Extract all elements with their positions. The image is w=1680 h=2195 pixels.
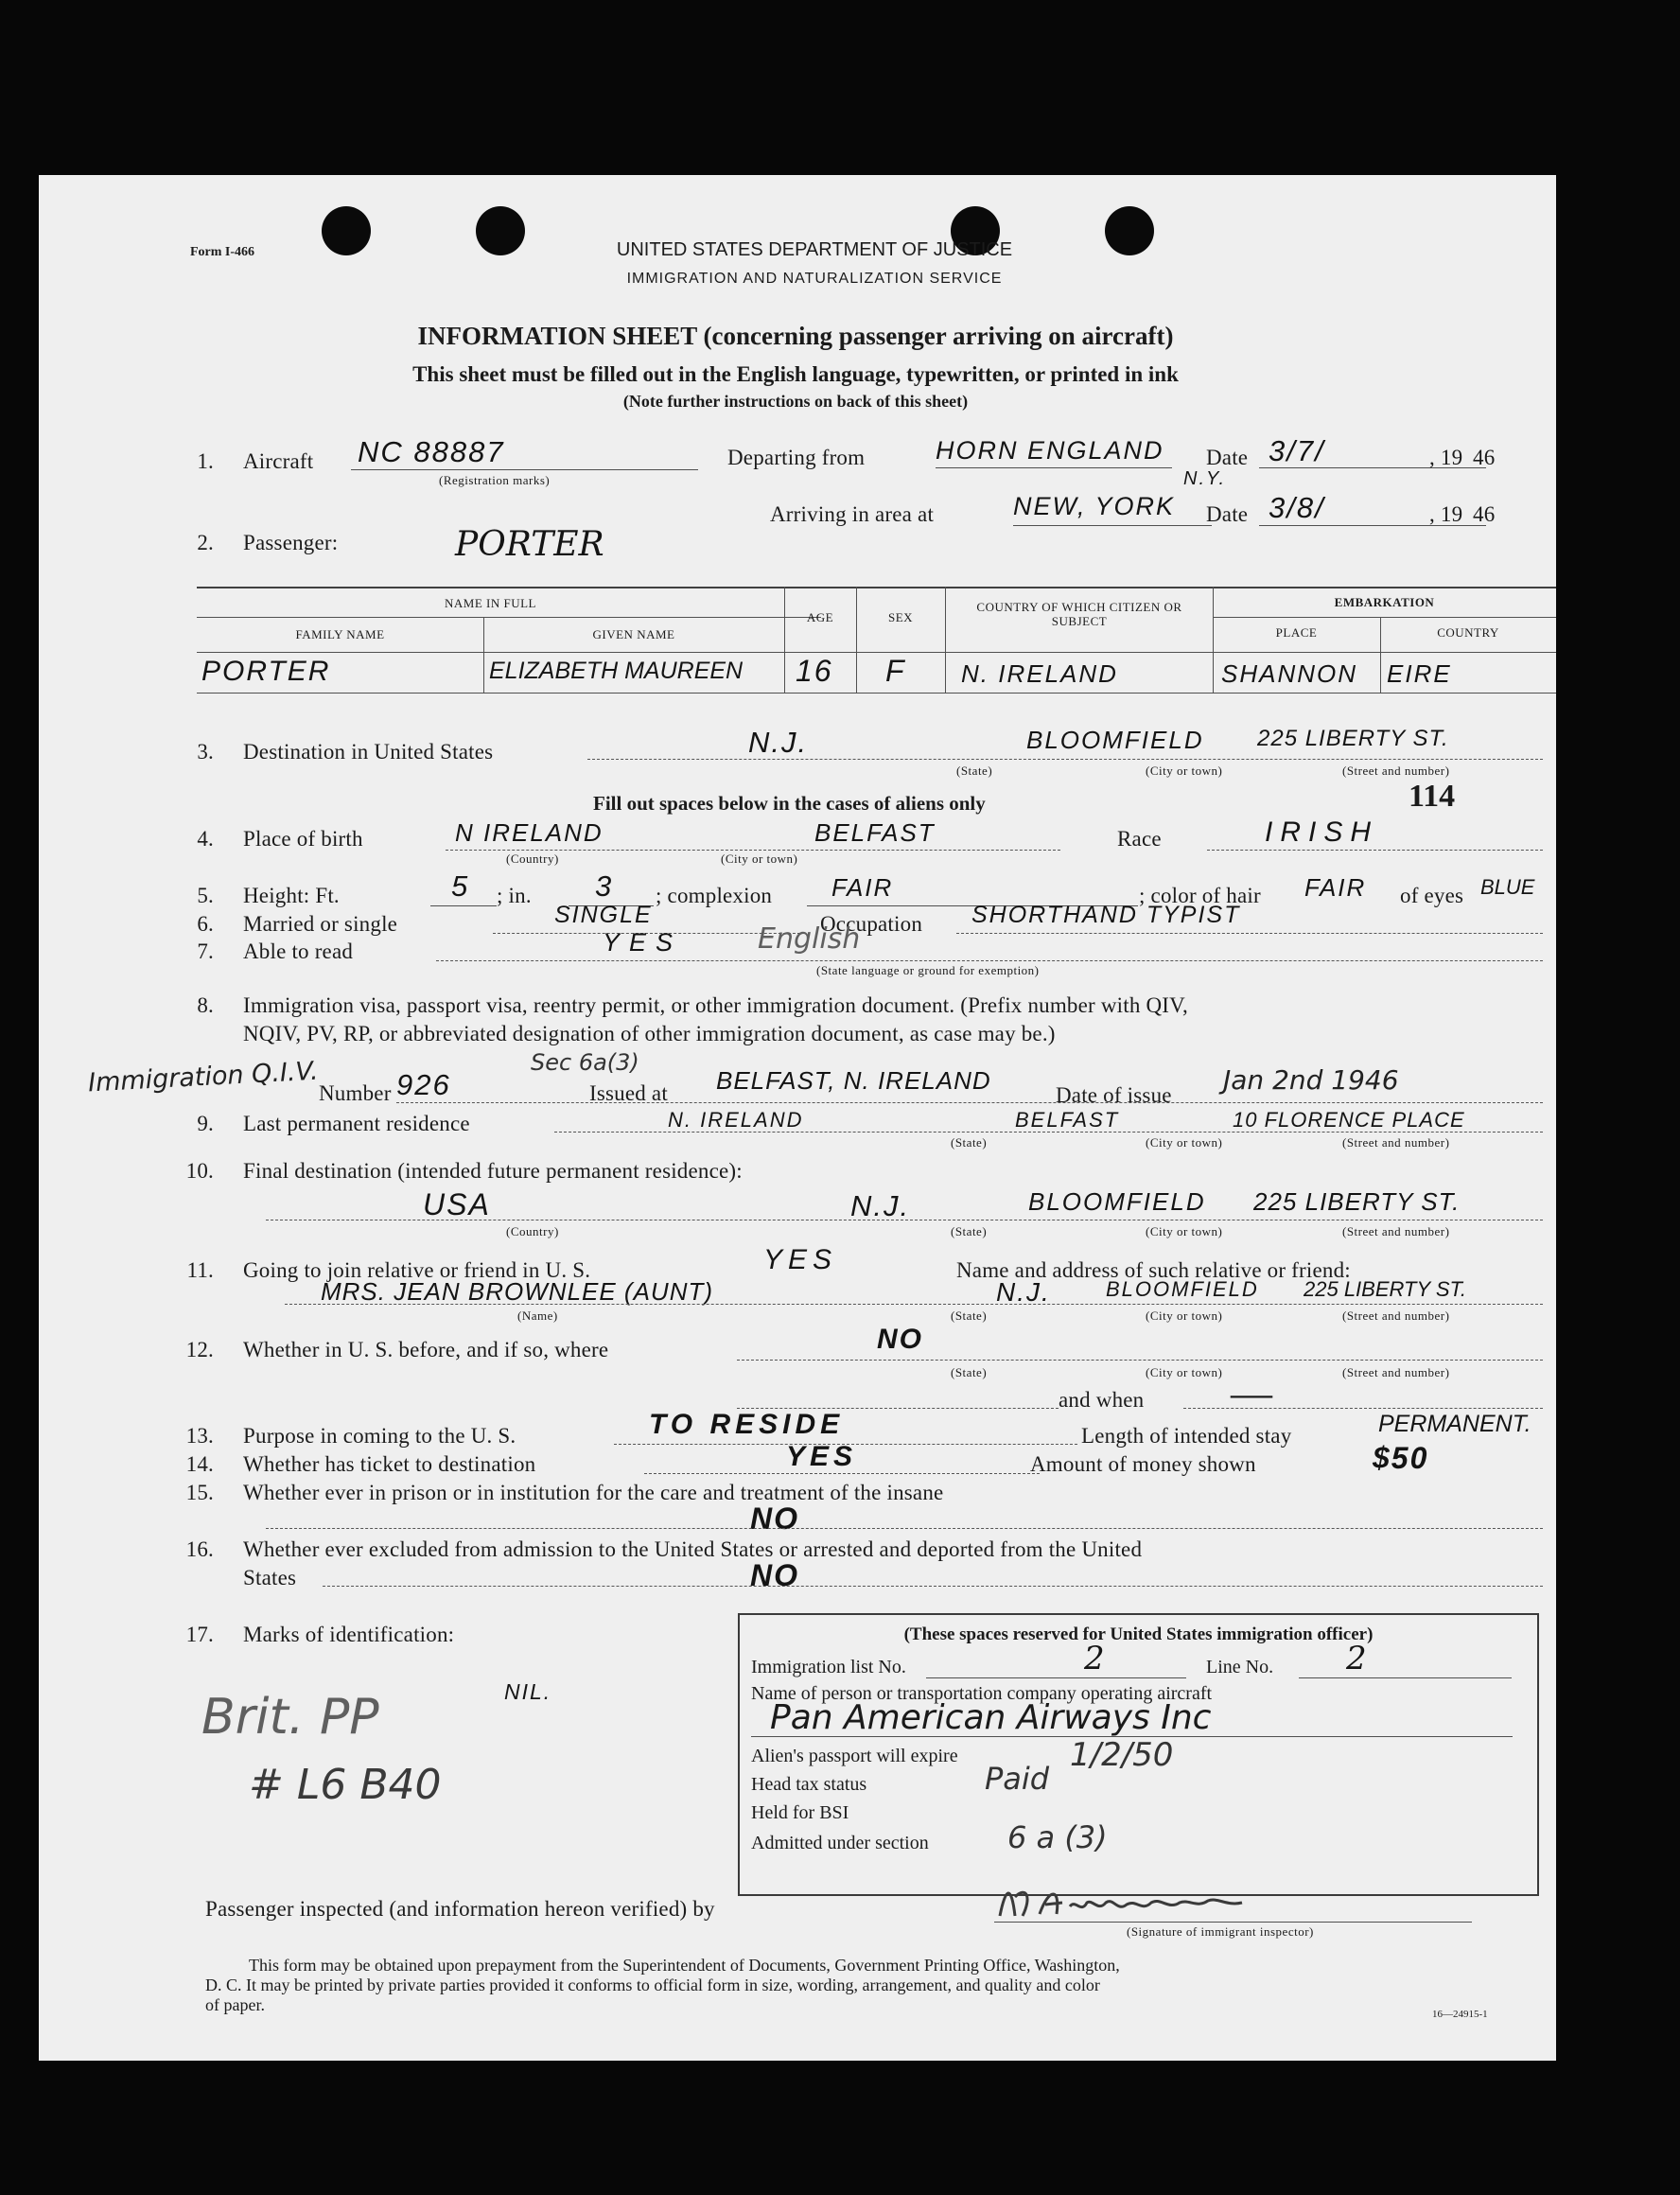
city-caption: (City or town)	[1146, 764, 1223, 778]
final-country: USA	[423, 1187, 491, 1221]
form-id: Form I-466	[190, 245, 255, 259]
item-number: 11.	[186, 1258, 214, 1282]
height-ft-label: Height: Ft.	[243, 884, 340, 907]
item-number: 13.	[185, 1424, 214, 1448]
marks-label: Marks of identification:	[243, 1623, 455, 1646]
registration-caption: (Registration marks)	[439, 473, 551, 487]
passenger-value: PORTER	[455, 525, 604, 564]
when-value: —	[1231, 1370, 1272, 1416]
hair-value: FAIR	[1304, 873, 1367, 902]
eyes-value: BLUE	[1480, 875, 1535, 899]
arriving-value: NEW, YORK	[1013, 492, 1176, 520]
final-state: N.J.	[850, 1189, 911, 1222]
height-in-label: ; in.	[497, 884, 532, 907]
street-caption: (Street and number)	[1342, 764, 1450, 778]
company-value: Pan American Airways Inc	[770, 1698, 1212, 1737]
eyes-label: of eyes	[1400, 884, 1464, 907]
state-caption: (State)	[951, 1224, 988, 1238]
excluded-label: Whether ever excluded from admission to the United States or arrested and deported from the United	[243, 1537, 1143, 1561]
state-caption: (State)	[956, 764, 993, 778]
country-header: COUNTRY	[1437, 625, 1499, 640]
list-value: 2	[1084, 1640, 1105, 1677]
purpose-value: TO RESIDE	[649, 1409, 845, 1440]
sex-header: SEX	[887, 610, 914, 624]
birth-country: N IRELAND	[455, 818, 604, 847]
year-prefix: , 19	[1429, 502, 1463, 526]
arrival-year: 46	[1473, 502, 1496, 526]
street-caption: (Street and number)	[1342, 1224, 1450, 1238]
embarkation-header: EMBARKATION	[1334, 595, 1435, 609]
final-city: BLOOMFIELD	[1028, 1187, 1206, 1216]
item-number: 17.	[185, 1623, 214, 1646]
join-state: N.J.	[996, 1277, 1051, 1307]
city-caption: (City or town)	[721, 852, 798, 866]
money-value: $50	[1373, 1441, 1429, 1475]
birth-city: BELFAST	[814, 818, 936, 847]
visa-text-1: Immigration visa, passport visa, reentry permit, or other immigration document. (Prefix number with QIV,	[243, 993, 1188, 1017]
instruction-text: This sheet must be filled out in the English language, typewritten, or printed in ink	[412, 362, 1179, 386]
birth-label: Place of birth	[243, 827, 363, 851]
country-caption: (Country)	[506, 1224, 559, 1238]
country-caption: (Country)	[506, 852, 559, 866]
item-number: 16.	[185, 1537, 214, 1561]
race-value: IRISH	[1265, 817, 1379, 848]
city-caption: (City or town)	[1146, 1365, 1223, 1379]
join-city: BLOOMFIELD	[1106, 1277, 1259, 1301]
stay-value: PERMANENT.	[1378, 1411, 1531, 1437]
arriving-label: Arriving in area at	[770, 502, 935, 526]
item-number: 2.	[197, 531, 214, 554]
section-value: 6 a (3)	[1007, 1819, 1108, 1855]
given-name-header: GIVEN NAME	[592, 627, 675, 641]
date-label: Date	[1206, 446, 1249, 469]
line-value: 2	[1346, 1640, 1367, 1677]
aliens-only-header: Fill out spaces below in the cases of aliens only	[593, 792, 986, 815]
purpose-label: Purpose in coming to the U. S.	[243, 1424, 516, 1448]
excluded-label-2: States	[243, 1566, 297, 1589]
read-label: Able to read	[243, 939, 354, 963]
residence-label: Last permanent residence	[243, 1112, 470, 1135]
city-caption: (City or town)	[1146, 1224, 1223, 1238]
street-caption: (Street and number)	[1342, 1365, 1450, 1379]
join-label: Going to join relative or friend in U. S.	[243, 1258, 591, 1282]
departure-year: 46	[1473, 446, 1496, 469]
country-citizen-header: COUNTRY OF WHICH CITIZEN OR SUBJECT	[976, 600, 1182, 628]
item-number: 6.	[197, 912, 214, 936]
item-number: 5.	[197, 884, 214, 907]
occupation-value: SHORTHAND TYPIST	[971, 902, 1241, 928]
state-caption: (State)	[951, 1308, 988, 1323]
item-number: 3.	[197, 740, 214, 764]
street-caption: (Street and number)	[1342, 1135, 1450, 1150]
residence-city: BELFAST	[1015, 1108, 1120, 1132]
given-name-value: ELIZABETH MAUREEN	[489, 658, 744, 684]
complexion-label: ; complexion	[656, 884, 773, 907]
join-name-label: Name and address of such relative or friend:	[956, 1258, 1351, 1282]
when-label: and when	[1059, 1388, 1145, 1412]
residence-state: N. IRELAND	[668, 1108, 804, 1132]
note-text: (Note further instructions on back of this sheet)	[622, 392, 969, 411]
marks-note-2: # L6 B40	[249, 1761, 442, 1809]
issue-date-label: Date of issue	[1056, 1083, 1172, 1107]
number-label: Number	[319, 1081, 392, 1105]
family-name-header: FAMILY NAME	[295, 627, 385, 641]
residence-street: 10 FLORENCE PLACE	[1233, 1108, 1465, 1132]
item-number: 10.	[185, 1159, 214, 1183]
final-street: 225 LIBERTY ST.	[1253, 1187, 1461, 1216]
visa-number: 926	[396, 1068, 451, 1101]
footer-text-2: D. C. It may be printed by private parties provided it conforms to official form in size, wording, arrangement, and quality and color	[205, 1976, 1100, 1994]
destination-label: Destination in United States	[243, 740, 494, 764]
inspector-signature	[994, 1878, 1306, 1923]
prison-value: NO	[750, 1501, 799, 1536]
list-label: Immigration list No.	[751, 1657, 906, 1677]
company-label: Name of person or transportation company operating aircraft	[751, 1683, 1213, 1704]
state-caption: (State)	[951, 1135, 988, 1150]
date-label: Date	[1206, 502, 1249, 526]
stay-label: Length of intended stay	[1081, 1424, 1292, 1448]
ticket-label: Whether has ticket to destination	[243, 1452, 536, 1476]
passport-value: 1/2/50	[1070, 1736, 1174, 1774]
join-value: YES	[763, 1244, 838, 1275]
item-number: 4.	[197, 827, 214, 851]
tax-value: Paid	[985, 1761, 1050, 1797]
line-label: Line No.	[1206, 1657, 1274, 1677]
age-header: AGE	[806, 610, 834, 624]
before-label: Whether in U. S. before, and if so, where	[243, 1338, 609, 1361]
embark-country-value: EIRE	[1387, 659, 1452, 688]
prison-label: Whether ever in prison or in institution for the care and treatment of the insane	[243, 1481, 944, 1504]
issue-date-value: Jan 2nd 1946	[1223, 1064, 1399, 1096]
departing-label: Departing from	[727, 446, 866, 469]
footer-text-1: This form may be obtained upon prepayment from the Superintendent of Documents, Government Printing Office, Washington,	[249, 1956, 1120, 1975]
item-number: 12.	[185, 1338, 214, 1361]
tax-label: Head tax status	[751, 1774, 867, 1795]
department-heading: UNITED STATES DEPARTMENT OF JUSTICE	[616, 239, 1013, 260]
stamp-number: 114	[1409, 779, 1456, 814]
place-header: PLACE	[1275, 625, 1318, 640]
marks-note-1: Brit. PP	[201, 1689, 379, 1746]
item-number: 9.	[197, 1112, 214, 1135]
year-prefix: , 19	[1429, 446, 1463, 469]
arrival-date: 3/8/	[1269, 491, 1325, 524]
money-label: Amount of money shown	[1030, 1452, 1256, 1476]
visa-text-2: NQIV, PV, RP, or abbreviated designation of other immigration document, as case may be.)	[243, 1022, 1056, 1045]
item-number: 14.	[185, 1452, 214, 1476]
issued-label: Issued at	[589, 1081, 668, 1105]
join-street: 225 LIBERTY ST.	[1304, 1277, 1467, 1301]
destination-street: 225 LIBERTY ST.	[1257, 726, 1449, 751]
excluded-value: NO	[750, 1558, 799, 1592]
page-title: INFORMATION SHEET (concerning passenger arriving on aircraft)	[417, 322, 1174, 350]
before-value: NO	[877, 1324, 923, 1355]
item-number: 8.	[197, 993, 214, 1017]
read-caption: (State language or ground for exemption)	[816, 963, 1040, 977]
officer-box-header: (These spaces reserved for United States immigration officer)	[903, 1624, 1374, 1644]
item-number: 1.	[197, 449, 214, 473]
married-label: Married or single	[243, 912, 398, 936]
arriving-note: N.Y.	[1183, 468, 1227, 489]
destination-state: N.J.	[748, 726, 809, 759]
item-number: 15.	[185, 1481, 214, 1504]
read-language: English	[758, 922, 861, 956]
issued-value: BELFAST, N. IRELAND	[716, 1066, 991, 1095]
embark-place-value: SHANNON	[1221, 659, 1358, 688]
punch-hole	[322, 206, 371, 255]
city-caption: (City or town)	[1146, 1135, 1223, 1150]
aircraft-label: Aircraft	[243, 449, 314, 473]
complexion-value: FAIR	[831, 873, 894, 902]
name-in-full-header: NAME IN FULL	[445, 596, 536, 610]
ticket-value: YES	[786, 1441, 858, 1472]
married-value: SINGLE	[554, 902, 653, 928]
item-number: 7.	[197, 939, 214, 963]
punch-hole	[476, 206, 525, 255]
hair-label: ; color of hair	[1139, 884, 1261, 907]
inspector-caption: (Signature of immigrant inspector)	[1127, 1924, 1314, 1939]
state-caption: (State)	[951, 1365, 988, 1379]
sex-value: F	[885, 654, 906, 688]
city-caption: (City or town)	[1146, 1308, 1223, 1323]
marks-value: NIL.	[504, 1679, 552, 1704]
occupation-label: Occupation	[820, 912, 923, 936]
aircraft-value: NC 88887	[358, 435, 505, 468]
name-caption: (Name)	[517, 1308, 558, 1323]
footer-text-3: of paper.	[205, 1995, 265, 2014]
departing-value: HORN ENGLAND	[936, 436, 1164, 465]
family-name-value: PORTER	[201, 656, 331, 687]
destination-city: BLOOMFIELD	[1026, 726, 1204, 754]
street-caption: (Street and number)	[1342, 1308, 1450, 1323]
final-label: Final destination (intended future permanent residence):	[243, 1159, 743, 1183]
bsi-label: Held for BSI	[751, 1802, 849, 1823]
passenger-label: Passenger:	[243, 531, 339, 554]
height-ft-value: 5	[451, 869, 470, 903]
section-label: Admitted under section	[751, 1833, 929, 1853]
age-value: 16	[796, 654, 833, 688]
punch-hole	[1105, 206, 1154, 255]
visa-section-note: Sec 6a(3)	[531, 1049, 639, 1076]
height-in-value: 3	[595, 869, 614, 903]
form-code: 16—24915-1	[1432, 2009, 1488, 2020]
service-heading: IMMIGRATION AND NATURALIZATION SERVICE	[626, 271, 1003, 287]
visa-prefix: Immigration Q.I.V.	[87, 1056, 320, 1098]
join-name: MRS. JEAN BROWNLEE (AUNT)	[321, 1277, 714, 1306]
inspected-label: Passenger inspected (and information hereon verified) by	[205, 1897, 715, 1921]
departure-date: 3/7/	[1269, 434, 1325, 467]
citizen-value: N. IRELAND	[961, 659, 1118, 688]
read-value: YES	[603, 928, 683, 957]
form-sheet	[39, 175, 1556, 2061]
passport-label: Alien's passport will expire	[751, 1746, 958, 1766]
race-label: Race	[1117, 827, 1162, 851]
